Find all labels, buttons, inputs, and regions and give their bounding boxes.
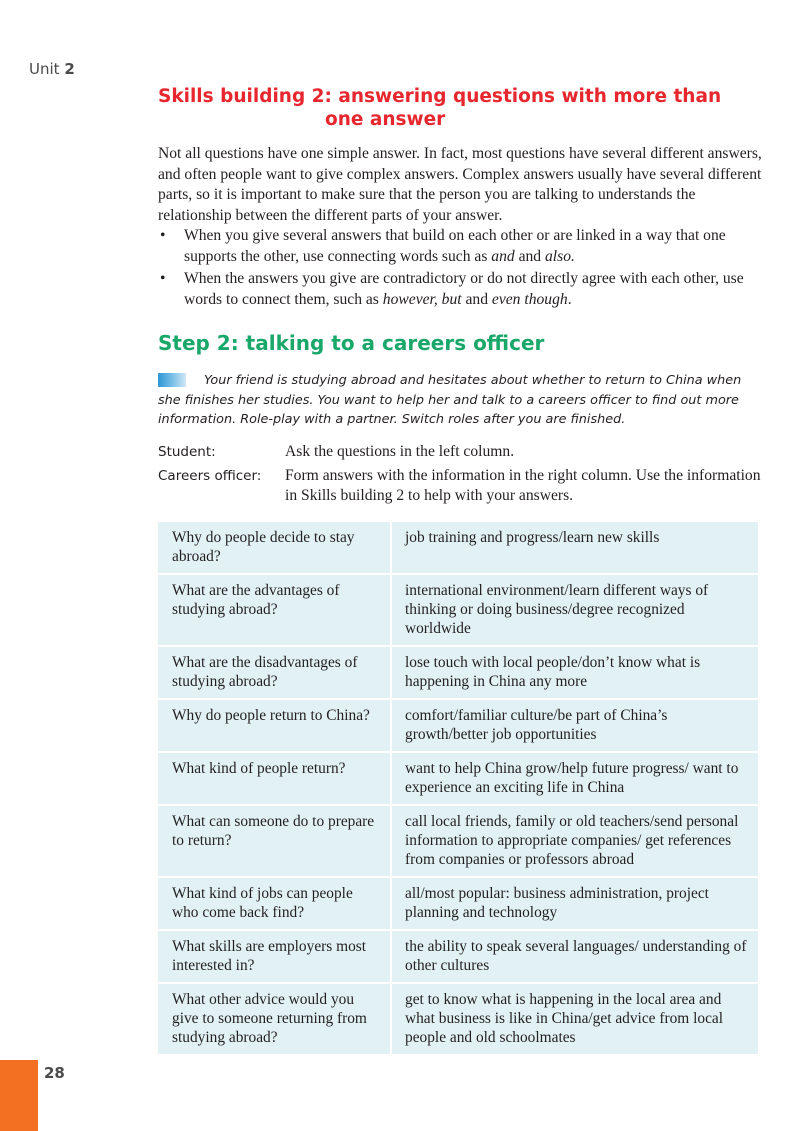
bullet2-end: . [567, 290, 572, 308]
answer-cell: international environment/learn different ways of thinking or doing business/degree recognized worldwide [391, 574, 758, 646]
role-list [158, 442, 764, 510]
question-cell: What are the advantages of studying abroad? [158, 574, 391, 646]
bullet-item [158, 226, 762, 267]
answer-cell: the ability to speak several languages/ understanding of other cultures [391, 930, 758, 983]
table-row [158, 930, 758, 983]
skills-building-title [158, 85, 758, 131]
question-answer-table [158, 522, 758, 1056]
skills-title-line1: Skills building 2: answering questions with more than [158, 86, 722, 107]
skills-title-line2: one answer [325, 109, 446, 130]
unit-word: Unit [29, 60, 60, 78]
role-officer-label: Careers officer: [158, 467, 262, 484]
bullet-icon: • [160, 227, 166, 244]
bullet2-emphasis2: even though [491, 290, 568, 308]
bullet-item [158, 269, 762, 310]
role-student [158, 442, 764, 463]
table-row [158, 877, 758, 930]
bullet1-emphasis1: and [491, 247, 515, 265]
role-officer [158, 466, 764, 507]
bullet-icon: • [160, 270, 166, 287]
role-officer-text: Form answers with the information in the right column. Use the information in Skills building 2 to help with your answers. [285, 466, 761, 504]
skills-bullet-list [158, 226, 762, 312]
page-corner-bar [0, 1060, 38, 1131]
table-row [158, 752, 758, 805]
table-row [158, 699, 758, 752]
bullet1-mid: and [514, 247, 545, 265]
question-cell: What kind of jobs can people who come back find? [158, 877, 391, 930]
answer-cell: want to help China grow/help future progress/ want to experience an exciting life in China [391, 752, 758, 805]
bullet1-emphasis2: also. [545, 247, 575, 265]
step-title: Step 2: talking to a careers officer [158, 331, 545, 355]
question-cell: What can someone do to prepare to return? [158, 805, 391, 877]
table-row [158, 983, 758, 1055]
bullet2-mid: and [461, 290, 492, 308]
question-cell: What kind of people return? [158, 752, 391, 805]
answer-cell: call local friends, family or old teachers/send personal information to appropriate companies/ get references from companies or professors abroad [391, 805, 758, 877]
role-student-label: Student: [158, 444, 216, 460]
table-row [158, 522, 758, 574]
activity-instruction: Your friend is studying abroad and hesitates about whether to return to China when she finishes her studies. You want to help her and talk to a careers officer to find out more information. Role-play with a partner. Switch roles after you are finished. [158, 373, 742, 427]
unit-label [29, 60, 75, 78]
question-cell: What other advice would you give to someone returning from studying abroad? [158, 983, 391, 1055]
table-row [158, 646, 758, 699]
table-row [158, 574, 758, 646]
answer-cell: all/most popular: business administration, project planning and technology [391, 877, 758, 930]
page-number: 28 [44, 1064, 65, 1082]
question-cell: Why do people return to China? [158, 699, 391, 752]
bullet2-emphasis1: however, but [382, 290, 462, 308]
bullet2-text: When the answers you give are contradictory or do not directly agree with each other, use words to connect them, such as [184, 270, 744, 308]
table-row [158, 805, 758, 877]
role-student-text: Ask the questions in the left column. [285, 443, 515, 460]
question-cell: Why do people decide to stay abroad? [158, 522, 391, 574]
answer-cell: comfort/familiar culture/be part of China’s growth/better job opportunities [391, 699, 758, 752]
question-cell: What are the disadvantages of studying abroad? [158, 646, 391, 699]
skills-paragraph: Not all questions have one simple answer. In fact, most questions have several different answers, and often people want to give complex answers. Complex answers usually have several different parts, so it is important to make sure that the person you are talking to understands the relationship between the different parts of your answer. [158, 145, 762, 224]
unit-number: 2 [64, 60, 75, 78]
answer-cell: get to know what is happening in the local area and what business is like in China/get advice from local people and old schoolmates [391, 983, 758, 1055]
answer-cell: lose touch with local people/don’t know what is happening in China any more [391, 646, 758, 699]
bullet1-text: When you give several answers that build on each other or are linked in a way that one supports the other, use connecting words such as [184, 227, 726, 265]
question-cell: What skills are employers most interested in? [158, 930, 391, 983]
answer-cell: job training and progress/learn new skills [391, 522, 758, 574]
